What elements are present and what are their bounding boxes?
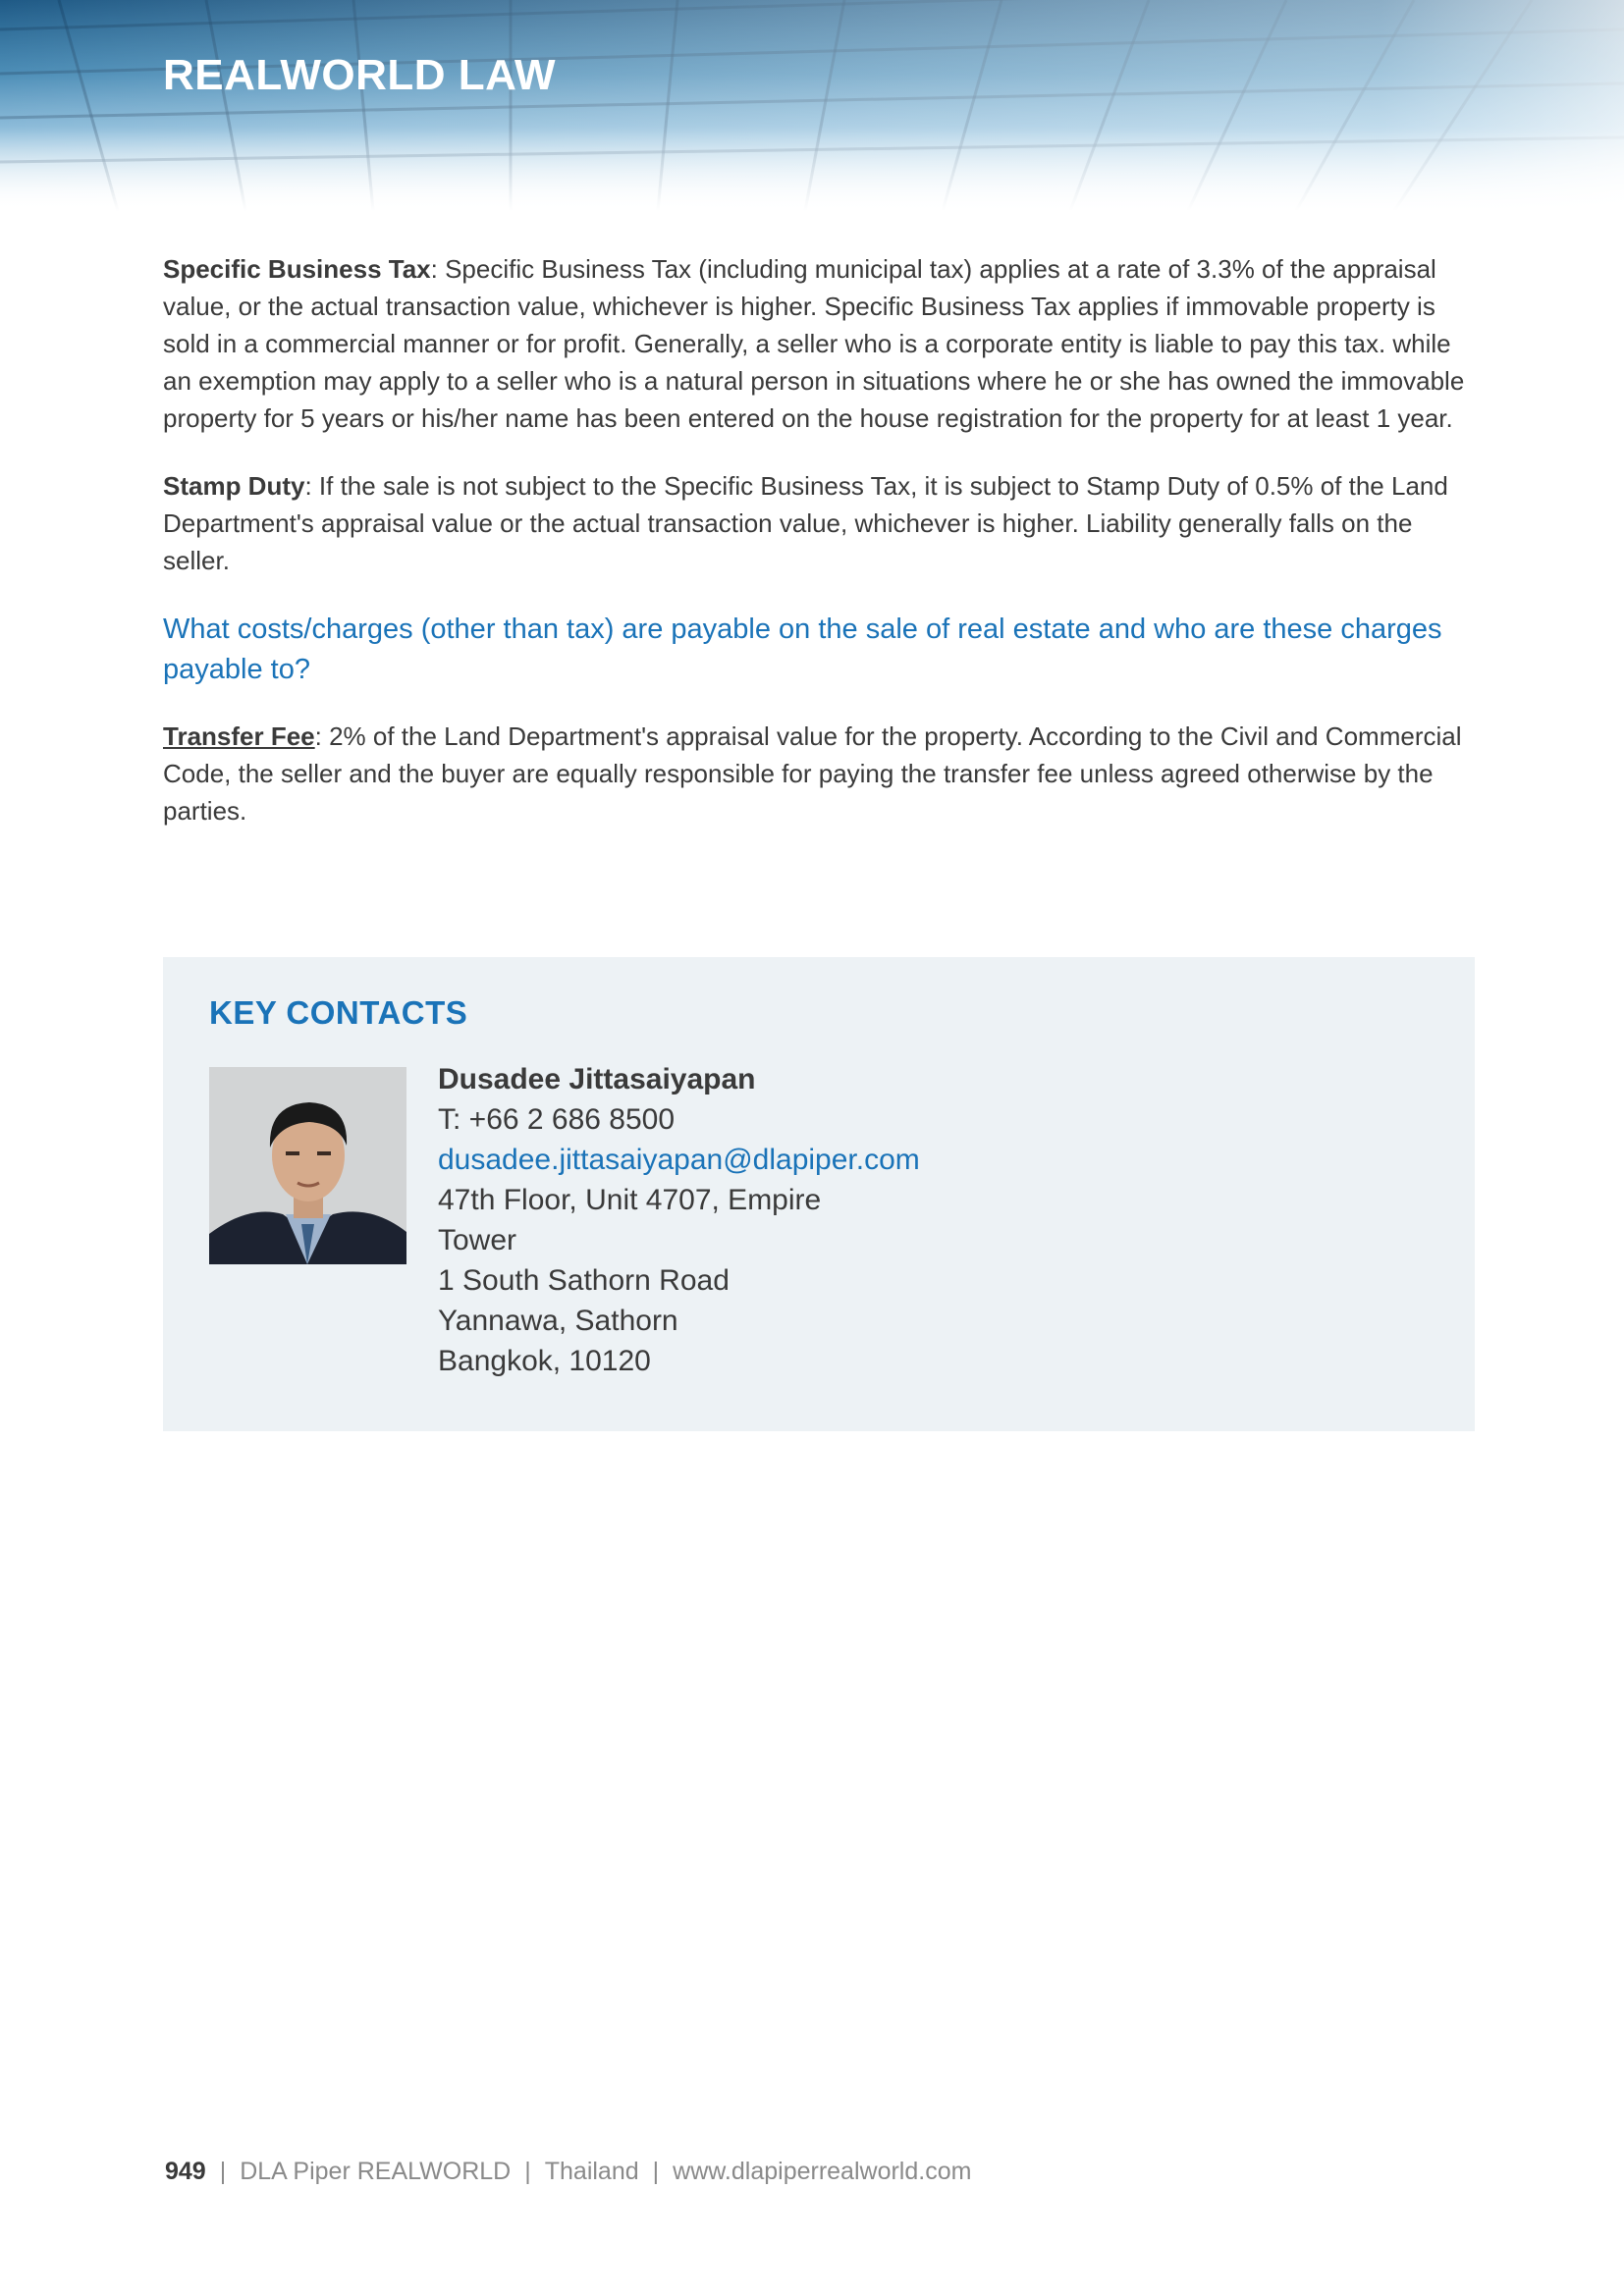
stamp-duty-term: Stamp Duty [163, 471, 305, 501]
footer-country: Thailand [544, 2158, 639, 2185]
contact-name: Dusadee Jittasaiyapan [438, 1063, 756, 1095]
specific-business-tax-paragraph [163, 250, 1479, 437]
stamp-duty-text: : If the sale is not subject to the Specific Business Tax, it is subject to Stamp Duty of 0.5% of the Land Department's appraisal value or the actual transaction value, whichever is higher. Liability generally falls on the seller. [163, 471, 1448, 575]
key-contacts-title: KEY CONTACTS [209, 994, 468, 1031]
page-footer [165, 2158, 971, 2186]
contact-address-line: Yannawa, Sathorn [438, 1305, 678, 1337]
stamp-duty-paragraph [163, 467, 1479, 579]
contact-phone: T: +66 2 686 8500 [438, 1103, 676, 1136]
contact-email-link[interactable]: dusadee.jittasaiyapan@dlapiper.com [438, 1144, 920, 1176]
transfer-fee-text: : 2% of the Land Department's appraisal value for the property. According to the Civil and Commercial Code, the seller and the buyer are equally responsible for paying the transfer fee unless agreed otherwise by the parties. [163, 721, 1462, 826]
building-glass-illustration [0, 0, 1624, 211]
brand-title: REALWORLD LAW [163, 51, 557, 99]
footer-url-link[interactable]: www.dlapiperrealworld.com [673, 2158, 972, 2185]
header-banner [0, 0, 1624, 211]
contact-portrait-photo [209, 1067, 406, 1264]
footer-separator: | [524, 2158, 531, 2185]
contact-address-line: Tower [438, 1224, 517, 1256]
contact-address-line: 1 South Sathorn Road [438, 1264, 730, 1297]
footer-separator: | [219, 2158, 227, 2185]
question-heading: What costs/charges (other than tax) are payable on the sale of real estate and who are these charges payable to? [163, 614, 1442, 685]
contact-details [438, 1059, 920, 1381]
transfer-fee-paragraph [163, 718, 1479, 829]
footer-publication: DLA Piper REALWORLD [240, 2158, 512, 2185]
specific-business-tax-text: : Specific Business Tax (including municipal tax) applies at a rate of 3.3% of the appraisal value, or the actual transaction value, whichever is higher. Specific Business Tax applies if immovable property is sold in a commercial manner or for profit. Generally, a seller who is a corporate entity is liable to pay this tax. while an exemption may apply to a seller who is a natural person in situations where he or she has owned the immovable property for 5 years or his/her name has been entered on the house registration for the property for at least 1 year. [163, 254, 1465, 433]
key-contacts-panel [163, 957, 1475, 1431]
contact-address-line: 47th Floor, Unit 4707, Empire [438, 1184, 822, 1216]
specific-business-tax-term: Specific Business Tax [163, 254, 431, 284]
contact-address-line: Bangkok, 10120 [438, 1345, 651, 1377]
footer-separator: | [652, 2158, 660, 2185]
transfer-fee-term: Transfer Fee [163, 721, 315, 751]
page-number: 949 [165, 2158, 206, 2185]
main-content [163, 250, 1479, 860]
